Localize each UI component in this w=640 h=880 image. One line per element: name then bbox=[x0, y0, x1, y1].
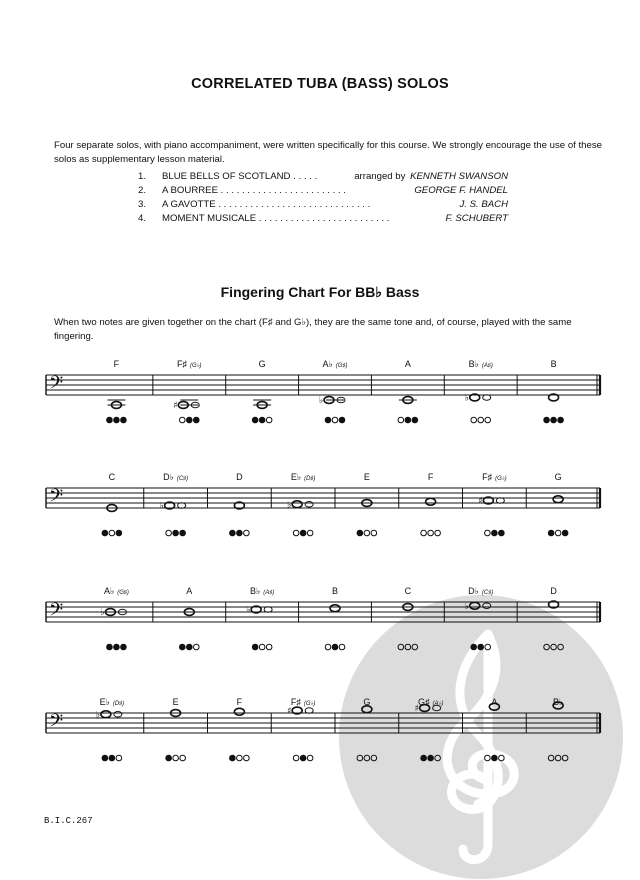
solo-title: A BOURREE . . . . . . . . . . . . . . . . . . . . . . . . bbox=[162, 185, 346, 196]
note-name-label: F bbox=[427, 472, 434, 482]
valve-dot bbox=[562, 755, 568, 761]
valve-dot bbox=[237, 530, 243, 536]
accidental-mark: ♯ bbox=[478, 496, 483, 507]
valve-dot bbox=[114, 417, 120, 423]
intro-paragraph: Four separate solos, with piano accompaniment, were written specifically for this course. We strongly encourage the use of these solos as supplementary lesson material. bbox=[54, 140, 602, 165]
valve-dot bbox=[107, 417, 113, 423]
dot-leader: . . . . . bbox=[293, 171, 318, 182]
valve-dot bbox=[307, 530, 313, 536]
staff-row bbox=[46, 472, 600, 536]
accidental-mark: ♭ bbox=[159, 501, 164, 512]
valve-dot bbox=[428, 755, 434, 761]
valve-dot bbox=[325, 417, 331, 423]
valve-dot bbox=[364, 755, 370, 761]
note-head bbox=[553, 496, 563, 503]
accidental-mark: ♭ bbox=[95, 710, 101, 721]
note-head bbox=[101, 711, 111, 718]
valve-dot bbox=[266, 644, 272, 650]
note-head bbox=[234, 708, 244, 715]
note-name-label: C bbox=[404, 586, 412, 596]
valve-dot bbox=[102, 755, 108, 761]
valve-dot bbox=[485, 530, 491, 536]
valve-dot bbox=[166, 755, 172, 761]
bass-clef-icon: 𝄢 bbox=[49, 600, 64, 625]
note-name-label: A bbox=[404, 359, 411, 369]
solo-number: 4. bbox=[138, 213, 147, 224]
valve-dot bbox=[492, 755, 498, 761]
page-title: CORRELATED TUBA (BASS) SOLOS bbox=[191, 76, 449, 92]
valve-dot bbox=[300, 755, 306, 761]
solo-title: A GAVOTTE . . . . . . . . . . . . . . . . . . . . . . . . . . . . . bbox=[162, 199, 371, 210]
bass-clef-icon: 𝄢 bbox=[49, 486, 64, 511]
valve-dot bbox=[180, 755, 186, 761]
enharmonic-note-head bbox=[178, 503, 186, 509]
note-name-label: A bbox=[186, 586, 193, 596]
solo-title: BLUE BELLS OF SCOTLAND . . . . . bbox=[162, 171, 318, 182]
note-name-label: D♭ (C♯) bbox=[468, 586, 494, 596]
accidental-mark: ♯ bbox=[414, 704, 419, 714]
valve-dot bbox=[339, 417, 345, 423]
note-name-label: A♭ (G♯) bbox=[322, 359, 348, 369]
valve-dot bbox=[551, 644, 557, 650]
note-name-label: F bbox=[236, 697, 243, 707]
valve-dot bbox=[230, 530, 236, 536]
bass-clef-icon: 𝄢 bbox=[49, 711, 64, 736]
valve-dot bbox=[555, 755, 561, 761]
valve-dot bbox=[405, 417, 411, 423]
valve-dot bbox=[332, 644, 338, 650]
solo-number: 2. bbox=[138, 185, 147, 196]
valve-dot bbox=[237, 755, 243, 761]
dot-leader: . . . . . . . . . . . . . . . . . . . . . . . . bbox=[220, 185, 346, 196]
note-name-label: A♭ (G♯) bbox=[103, 586, 129, 596]
valve-dot bbox=[173, 530, 179, 536]
arranged-by-label: arranged by bbox=[354, 171, 406, 182]
valve-dot bbox=[121, 417, 127, 423]
note-name-label: B♭ (A♯) bbox=[250, 586, 275, 596]
note-name-label: D bbox=[550, 586, 557, 596]
note-name-label: E♭ (D♯) bbox=[290, 472, 316, 482]
valve-dot bbox=[116, 530, 122, 536]
valve-dot bbox=[114, 644, 120, 650]
solo-composer: J. S. BACH bbox=[459, 199, 508, 210]
valve-dot bbox=[485, 417, 491, 423]
dot-leader: . . . . . . . . . . . . . . . . . . . . . . . . . . . . . bbox=[218, 199, 371, 210]
valve-dot bbox=[398, 417, 404, 423]
solo-number: 1. bbox=[138, 171, 147, 182]
note-name-label: C bbox=[108, 472, 116, 482]
valve-dot bbox=[485, 644, 491, 650]
valve-dot bbox=[478, 417, 484, 423]
valve-dot bbox=[186, 417, 192, 423]
accidental-mark: ♭ bbox=[100, 608, 105, 618]
valve-dot bbox=[492, 530, 498, 536]
valve-dot bbox=[421, 530, 427, 536]
enharmonic-note-head bbox=[305, 501, 313, 507]
enharmonic-note-head bbox=[305, 708, 313, 714]
note-name-label: D♭ (C♯) bbox=[163, 472, 189, 482]
note-head bbox=[330, 605, 340, 612]
valve-dot bbox=[252, 644, 258, 650]
valve-dot bbox=[428, 530, 434, 536]
note-name-label: F♯ (G♭) bbox=[177, 359, 202, 369]
valve-dot bbox=[471, 417, 477, 423]
valve-dot bbox=[371, 530, 377, 536]
accidental-mark: ♭ bbox=[287, 500, 292, 511]
valve-dot bbox=[405, 644, 411, 650]
note-name-label: E bbox=[363, 472, 370, 482]
valve-dot bbox=[179, 644, 185, 650]
valve-dot bbox=[107, 644, 113, 650]
note-name-label: D bbox=[236, 472, 243, 482]
valve-dot bbox=[109, 755, 115, 761]
fingering-chart-note: When two notes are given together on the chart (F♯ and G♭), they are the same tone and, of course, played with the same fingering. bbox=[54, 317, 572, 342]
note-name-label: G♯ (A♭) bbox=[417, 697, 444, 707]
note-name-label: G bbox=[258, 359, 266, 369]
note-name-label: E bbox=[172, 697, 179, 707]
valve-dot bbox=[325, 644, 331, 650]
valve-dot bbox=[412, 417, 418, 423]
accidental-mark: ♯ bbox=[173, 401, 178, 411]
valve-dot bbox=[485, 755, 491, 761]
valve-dot bbox=[499, 530, 505, 536]
note-name-label: E♭ (D♯) bbox=[99, 697, 125, 707]
dot-leader: . . . . . . . . . . . . . . . . . . . . . . . . . bbox=[258, 213, 390, 224]
fingering-chart-title: Fingering Chart For BB♭ Bass bbox=[220, 284, 420, 300]
enharmonic-note-head bbox=[114, 711, 122, 717]
valve-dot bbox=[357, 530, 363, 536]
valve-dot bbox=[544, 644, 550, 650]
valve-dot bbox=[266, 417, 272, 423]
note-name-label: F♯ (G♭) bbox=[482, 472, 507, 482]
valve-dot bbox=[180, 530, 186, 536]
solo-composer: arranged by KENNETH SWANSON bbox=[354, 171, 508, 182]
valve-dot bbox=[179, 417, 185, 423]
note-name-label: F♯ (G♭) bbox=[290, 697, 316, 707]
valve-dot bbox=[109, 530, 115, 536]
valve-dot bbox=[293, 530, 299, 536]
valve-dot bbox=[551, 417, 557, 423]
accidental-mark: ♭ bbox=[464, 393, 469, 404]
valve-dot bbox=[555, 530, 561, 536]
valve-dot bbox=[102, 530, 108, 536]
solo-number: 3. bbox=[138, 199, 147, 210]
valve-dot bbox=[230, 755, 236, 761]
valve-dot bbox=[398, 644, 404, 650]
note-head bbox=[426, 498, 436, 505]
bass-clef-icon: 𝄢 bbox=[49, 373, 64, 398]
valve-dot bbox=[435, 530, 441, 536]
note-name-label: B♭ bbox=[553, 697, 564, 707]
valve-dot bbox=[173, 755, 179, 761]
valve-dot bbox=[562, 530, 568, 536]
valve-dot bbox=[300, 530, 306, 536]
solo-composer: F. SCHUBERT bbox=[445, 213, 508, 224]
valve-dot bbox=[244, 755, 250, 761]
valve-dot bbox=[121, 644, 127, 650]
note-name-label: G bbox=[363, 697, 371, 707]
valve-dot bbox=[421, 755, 427, 761]
solo-composer: GEORGE F. HANDEL bbox=[414, 185, 508, 196]
valve-dot bbox=[548, 530, 554, 536]
staff-row bbox=[46, 697, 600, 761]
valve-dot bbox=[435, 755, 441, 761]
note-name-label: B bbox=[550, 359, 557, 369]
enharmonic-note-head bbox=[264, 607, 272, 613]
valve-dot bbox=[307, 755, 313, 761]
enharmonic-note-head bbox=[483, 395, 491, 401]
valve-dot bbox=[357, 755, 363, 761]
valve-dot bbox=[412, 644, 418, 650]
note-name-label: A bbox=[491, 697, 498, 707]
staff-row bbox=[46, 586, 600, 650]
enharmonic-note-head bbox=[483, 603, 491, 609]
valve-dot bbox=[558, 644, 564, 650]
valve-dot bbox=[259, 417, 265, 423]
valve-dot bbox=[478, 644, 484, 650]
note-head bbox=[470, 602, 480, 609]
solo-title: MOMENT MUSICALE . . . . . . . . . . . . . . . . . . . . . . . . . bbox=[162, 213, 390, 224]
valve-dot bbox=[339, 644, 345, 650]
accidental-mark: ♭ bbox=[246, 605, 251, 616]
valve-dot bbox=[471, 644, 477, 650]
valve-dot bbox=[116, 755, 122, 761]
valve-dot bbox=[252, 417, 258, 423]
valve-dot bbox=[193, 417, 199, 423]
valve-dot bbox=[186, 644, 192, 650]
accidental-mark: ♭ bbox=[464, 601, 469, 612]
valve-dot bbox=[332, 417, 338, 423]
note-name-label: B♭ (A♯) bbox=[468, 359, 493, 369]
staff-row bbox=[46, 359, 600, 423]
valve-dot bbox=[544, 417, 550, 423]
valve-dot bbox=[259, 644, 265, 650]
enharmonic-note-head bbox=[496, 498, 504, 504]
accidental-mark: ♯ bbox=[287, 706, 292, 717]
valve-dot bbox=[499, 755, 505, 761]
valve-dot bbox=[166, 530, 172, 536]
valve-dot bbox=[293, 755, 299, 761]
valve-dot bbox=[244, 530, 250, 536]
valve-dot bbox=[558, 417, 564, 423]
valve-dot bbox=[193, 644, 199, 650]
note-name-label: B bbox=[331, 586, 339, 596]
note-name-label: G bbox=[554, 472, 562, 482]
accidental-mark: ♭ bbox=[319, 396, 324, 406]
valve-dot bbox=[371, 755, 377, 761]
valve-dot bbox=[364, 530, 370, 536]
valve-dot bbox=[548, 755, 554, 761]
note-name-label: F bbox=[113, 359, 120, 369]
note-head bbox=[292, 501, 302, 508]
footer-code: B.I.C.267 bbox=[44, 816, 93, 826]
